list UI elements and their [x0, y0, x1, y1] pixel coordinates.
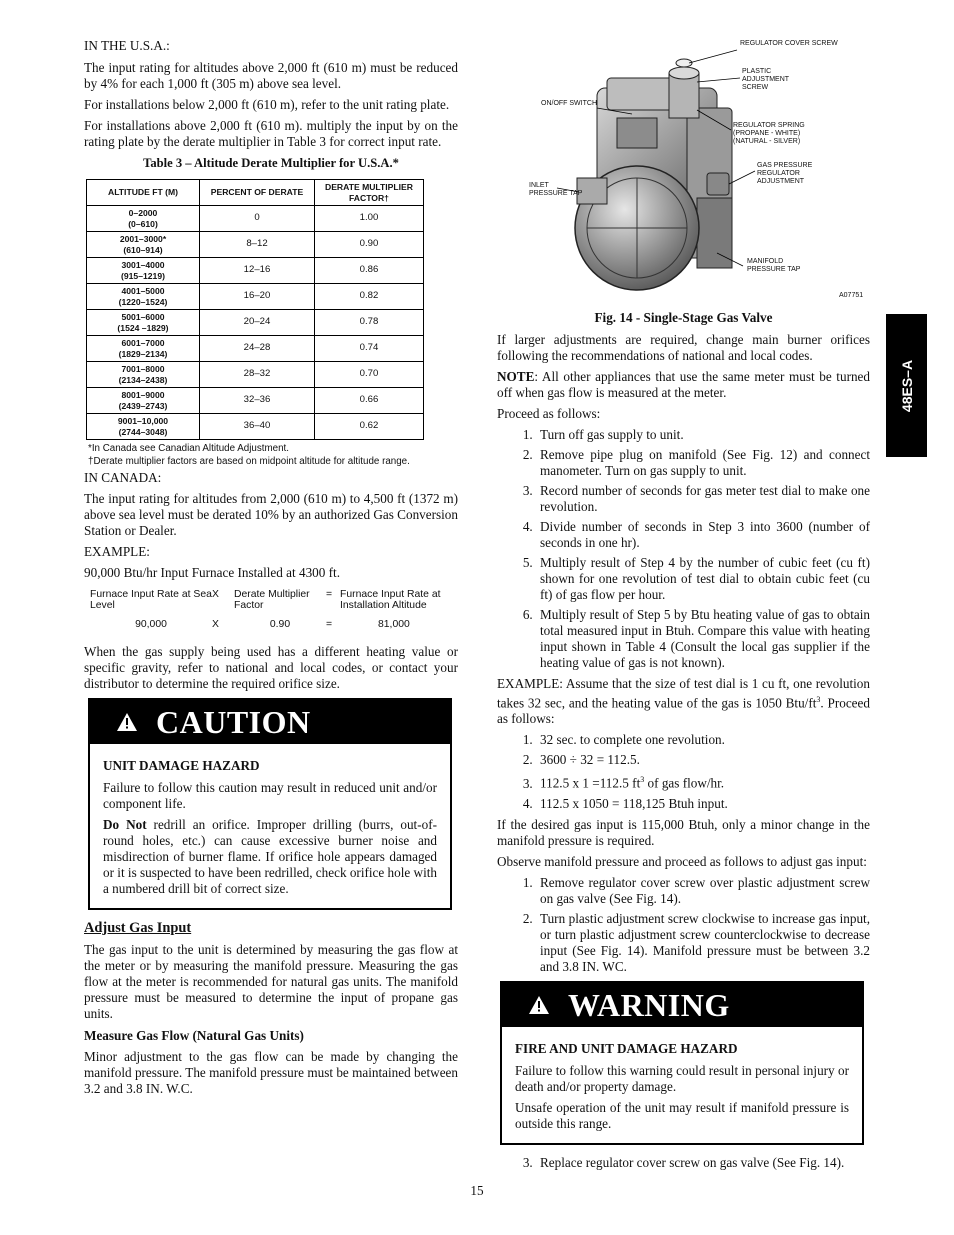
example-line: 90,000 Btu/hr Input Furnace Installed at 4300 ft. — [84, 565, 341, 580]
example-equation — [90, 589, 458, 638]
example-heading: EXAMPLE: — [84, 544, 150, 559]
altitude-cell: 0–2000 (0–610) — [87, 206, 200, 232]
table-row — [87, 414, 424, 440]
adjust-steps — [497, 875, 870, 975]
canada-paragraph: The input rating for altitudes from 2,000 (610 m) to 4,500 ft (1372 m) above sea level must be derated 10% by an authorized Gas Conversion Station or Dealer. — [84, 491, 458, 538]
page-number: 15 — [470, 1183, 484, 1198]
multiplier-cell: 0.78 — [315, 310, 424, 336]
measure-paragraph: Minor adjustment to the gas flow can be made by changing the manifold pressure. The manifold pressure must be maintained between 3.2 and 3.8 IN. W.C. — [84, 1049, 458, 1096]
multiplier-cell: 1.00 — [315, 206, 424, 232]
usa-heading: IN THE U.S.A.: — [84, 38, 170, 53]
warning-title: WARNING — [568, 986, 730, 1023]
side-tab-label: 48ES–A — [898, 359, 915, 412]
table-caption: Table 3 – Altitude Derate Multiplier for U.S.A.* — [143, 156, 399, 170]
list-item: 1. Remove regulator cover screw over plastic adjustment screw on gas valve (See Fig. 14). — [536, 875, 870, 907]
warning-triangle-icon — [528, 995, 550, 1015]
table-footnote-derate: †Derate multiplier factors are based on midpoint altitude for altitude range. — [88, 456, 410, 467]
altitude-cell: 2001–3000* (610–914) — [87, 232, 200, 258]
altitude-cell: 8001–9000 (2439–2743) — [87, 388, 200, 414]
table-row — [87, 310, 424, 336]
multiplier-cell: 0.70 — [315, 362, 424, 388]
caution-paragraph-1: Failure to follow this caution may result in reduced unit and/or component life. — [103, 780, 437, 811]
table-row — [87, 232, 424, 258]
eq-operator-times: X — [212, 589, 219, 600]
canada-heading: IN CANADA: — [84, 470, 162, 485]
list-item: 6. Multiply result of Step 5 by Btu heating value of gas to obtain total measured input in Btuh. Compare this value with heating input shown in Table 4 (Consult the local gas supplier if the heating value of gas is not known). — [536, 607, 870, 671]
list-item: 3. Replace regulator cover screw on gas valve (See Fig. 14). — [536, 1155, 870, 1171]
observe-paragraph: Observe manifold pressure and proceed as follows to adjust gas input: — [497, 853, 867, 869]
list-item: 1. Turn off gas supply to unit. — [536, 427, 870, 443]
multiplier-cell: 0.90 — [315, 232, 424, 258]
label-plastic-adjustment-screw: PLASTIC ADJUSTMENT SCREW — [742, 68, 789, 91]
list-item: 2. 3600 ÷ 32 = 112.5. — [536, 752, 870, 768]
caution-title: CAUTION — [156, 704, 311, 740]
warning-header — [502, 983, 862, 1027]
col-header-altitude: ALTITUDE FT (M) — [87, 180, 200, 206]
adjust-steps-continued — [497, 1155, 870, 1171]
warning-hazard: FIRE AND UNIT DAMAGE HAZARD — [515, 1040, 738, 1056]
table-row — [87, 362, 424, 388]
altitude-cell: 4001–5000 (1220–1524) — [87, 284, 200, 310]
caution-paragraph-2 — [103, 817, 437, 897]
altitude-cell: 5001–6000 (1524 –1829) — [87, 310, 200, 336]
eq-value-equals: = — [326, 619, 333, 630]
percent-cell: 24–28 — [200, 336, 315, 362]
caution-header — [90, 700, 450, 744]
warning-box — [500, 981, 864, 1145]
table-row — [87, 206, 424, 232]
eq-value-multiplier: 0.90 — [269, 619, 291, 630]
note-text: : All other appliances that use the same meter must be turned off when gas flow is measured at the meter. — [497, 369, 870, 400]
orifices-paragraph: If larger adjustments are required, change main burner orifices following the recommendations of national and local codes. — [497, 332, 870, 363]
list-item: 4. Divide number of seconds in Step 3 into 3600 (number of seconds in one hr). — [536, 519, 870, 551]
percent-cell: 0 — [200, 206, 315, 232]
col-header-multiplier: DERATE MULTIPLIER FACTOR† — [315, 180, 424, 206]
percent-cell: 36–40 — [200, 414, 315, 440]
usa-paragraph-2: For installations below 2,000 ft (610 m), refer to the unit rating plate. — [84, 97, 450, 112]
multiplier-cell: 0.62 — [315, 414, 424, 440]
label-on-off-switch: ON/OFF SWITCH — [541, 100, 597, 107]
table-header-row — [87, 180, 424, 206]
adjust-gas-input-heading: Adjust Gas Input — [84, 920, 192, 936]
usa-paragraph-1: The input rating for altitudes above 2,000 ft (610 m) must be reduced by 4% for each 1,000 ft (305 m) above sea level. — [84, 60, 458, 91]
table-footnote-canada: *In Canada see Canadian Altitude Adjustment. — [88, 443, 289, 454]
figure-caption: Fig. 14 - Single-Stage Gas Valve — [594, 310, 773, 325]
list-item: 2. Remove pipe plug on manifold (See Fig. 12) and connect manometer. Turn on gas supply to unit. — [536, 447, 870, 479]
table-row — [87, 388, 424, 414]
altitude-cell: 3001–4000 (915–1219) — [87, 258, 200, 284]
eq-value-times: X — [212, 619, 219, 630]
side-tab — [886, 314, 927, 457]
gas-valve-figure — [497, 38, 870, 306]
warning-body — [502, 1027, 862, 1143]
table-row — [87, 284, 424, 310]
label-regulator-cover-screw: REGULATOR COVER SCREW — [740, 40, 838, 47]
note-paragraph — [497, 369, 870, 401]
adjust-paragraph: The gas input to the unit is determined by measuring the gas flow at the meter or by measuring the manifold pressure. Measuring the gas flow at the meter is recommended for natural gas units. The manifold pressure must be measured to determine the input of propane gas units. — [84, 942, 458, 1021]
caution-body — [90, 744, 450, 908]
list-item: 2. Turn plastic adjustment screw clockwise to increase gas input, or turn plastic adjustment screw counterclockwise to decrease input (See Fig. 14). Manifold pressure must be between 3.2 and 3.8 IN. WC. — [536, 911, 870, 975]
eq-value-sea-level: 90,000 — [135, 619, 167, 630]
proceed-line: Proceed as follows: — [497, 406, 601, 421]
caution-paragraph-2-text: redrill an orifice. Improper drilling (burrs, out-of-round holes, etc.) can cause excessive burner noise and misdirection of burner flame. If orifice hole appears damaged or it is suspected to have been redrilled, check orifice hole with a numbered drill bit of correct size. — [103, 817, 437, 896]
supply-paragraph: When the gas supply being used has a different heating value or specific gravity, refer to national and local codes, or contact your distributor to determine the required orifice size. — [84, 644, 458, 691]
caution-hazard: UNIT DAMAGE HAZARD — [103, 758, 260, 773]
desired-input-paragraph: If the desired gas input is 115,000 Btuh, only a minor change in the manifold pressure is required. — [497, 816, 870, 848]
multiplier-cell: 0.74 — [315, 336, 424, 362]
altitude-cell: 6001–7000 (1829–2134) — [87, 336, 200, 362]
table-row — [87, 258, 424, 284]
warning-triangle-icon — [116, 712, 138, 732]
gas-flow-steps — [497, 427, 870, 671]
left-column — [84, 38, 458, 1102]
example-paragraph: EXAMPLE: Assume that the size of test dial is 1 cu ft, one revolution takes 32 sec, and the heating value of the gas is 1050 Btu/$ft^3$. Proceed as follows: — [497, 676, 870, 727]
eq-label-sea-level: Furnace Input Rate at Sea Level — [90, 589, 212, 611]
list-item: 3. Record number of seconds for gas meter test dial to make one revolution. — [536, 483, 870, 515]
measure-gas-flow-heading: Measure Gas Flow (Natural Gas Units) — [84, 1028, 304, 1043]
eq-operator-equals: = — [326, 589, 333, 600]
label-regulator-spring: REGULATOR SPRING (PROPANE - WHITE) (NATURAL - SILVER) — [733, 122, 805, 145]
list-item: 5. Multiply result of Step 4 by the number of cubic feet (cu ft) shown for one revolution of test dial to obtain cubic feet (cu ft) of gas flow per hour. — [536, 555, 870, 603]
example-calculation — [497, 732, 870, 811]
percent-cell: 28–32 — [200, 362, 315, 388]
figure-code: A07751 — [839, 292, 864, 299]
right-column — [497, 38, 870, 1176]
label-inlet-pressure-tap: INLET PRESSURE TAP — [529, 182, 583, 197]
altitude-cell: 7001–8000 (2134–2438) — [87, 362, 200, 388]
multiplier-cell: 0.66 — [315, 388, 424, 414]
percent-cell: 16–20 — [200, 284, 315, 310]
eq-label-installation: Furnace Input Rate at Installation Altitude — [340, 589, 441, 611]
caution-do-not: Do Not — [103, 817, 147, 832]
col-header-percent: PERCENT OF DERATE — [200, 180, 315, 206]
eq-label-multiplier: Derate Multiplier Factor — [234, 589, 310, 611]
list-item: 4. 112.5 x 1050 = 118,125 Btuh input. — [536, 796, 870, 812]
label-manifold-pressure-tap: MANIFOLD PRESSURE TAP — [747, 258, 801, 273]
note-label: NOTE — [497, 369, 535, 384]
multiplier-cell: 0.82 — [315, 284, 424, 310]
list-item: 1. 32 sec. to complete one revolution. — [536, 732, 870, 748]
label-gas-pressure-regulator: GAS PRESSURE REGULATOR ADJUSTMENT — [757, 162, 813, 185]
warning-paragraph-1: Failure to follow this warning could result in personal injury or death and/or property damage. — [515, 1062, 849, 1094]
warning-paragraph-2: Unsafe operation of the unit may result if manifold pressure is outside this range. — [515, 1099, 849, 1131]
table-row — [87, 336, 424, 362]
percent-cell: 20–24 — [200, 310, 315, 336]
usa-paragraph-3: For installations above 2,000 ft (610 m). multiply the input by on the rating plate by the derate multiplier in Table 3 for correct input rate. — [84, 118, 458, 149]
eq-value-installation: 81,000 — [378, 619, 410, 630]
caution-box — [88, 698, 452, 910]
list-item: 3. 112.5 x 1 =112.5 $ft^3$ of gas flow/hr. — [536, 772, 870, 791]
multiplier-cell: 0.86 — [315, 258, 424, 284]
altitude-cell: 9001–10,000 (2744–3048) — [87, 414, 200, 440]
percent-cell: 8–12 — [200, 232, 315, 258]
percent-cell: 32–36 — [200, 388, 315, 414]
altitude-derate-table — [86, 179, 424, 440]
percent-cell: 12–16 — [200, 258, 315, 284]
